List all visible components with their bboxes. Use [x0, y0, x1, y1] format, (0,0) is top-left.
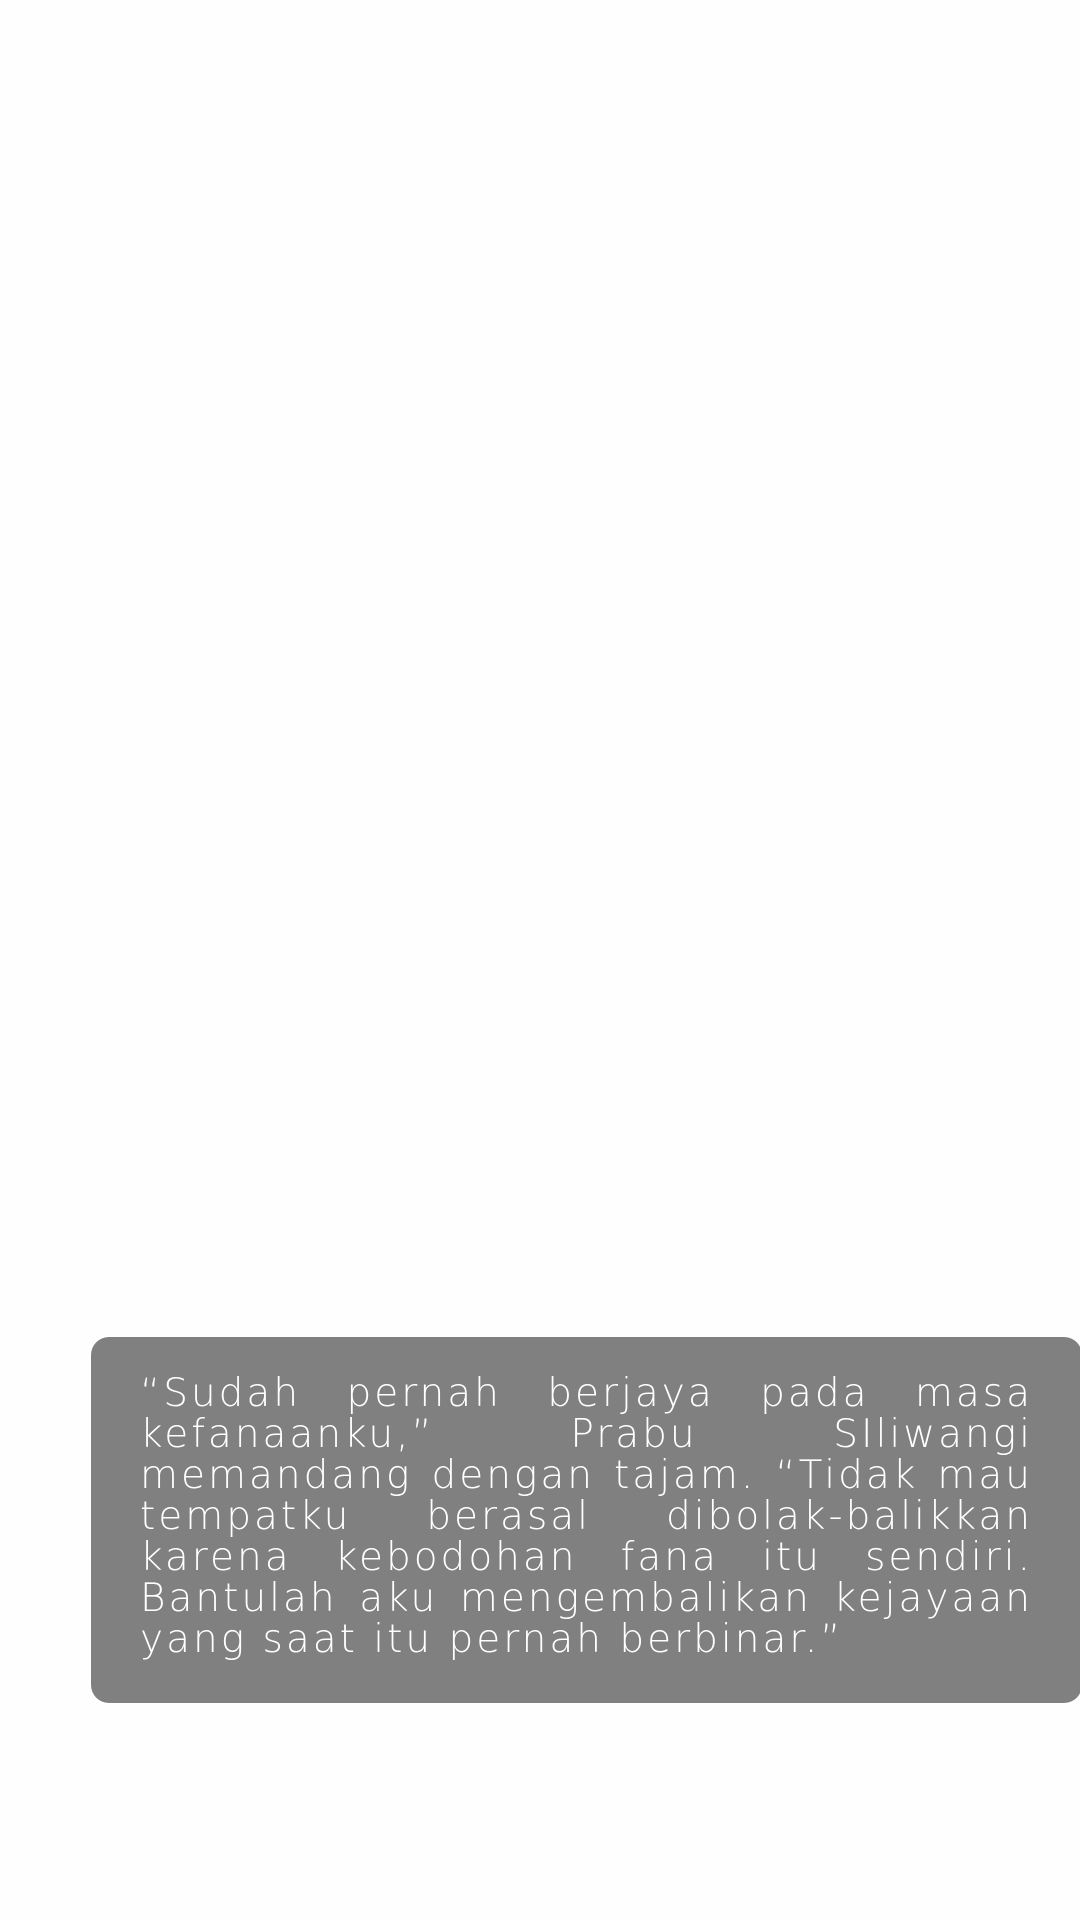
dialogue-caption-box [91, 1337, 1080, 1703]
dialogue-caption-text: “Sudah pernah berjaya pada masa kefanaanku,” Prabu SIliwangi memandang dengan tajam. “Tidak mau tempatku berasal dibolak-balikkan karena kebodohan fana itu sendiri. Bantulah aku mengembalikan kejayaan yang saat itu pernah berbinar.” [140, 1371, 1033, 1662]
